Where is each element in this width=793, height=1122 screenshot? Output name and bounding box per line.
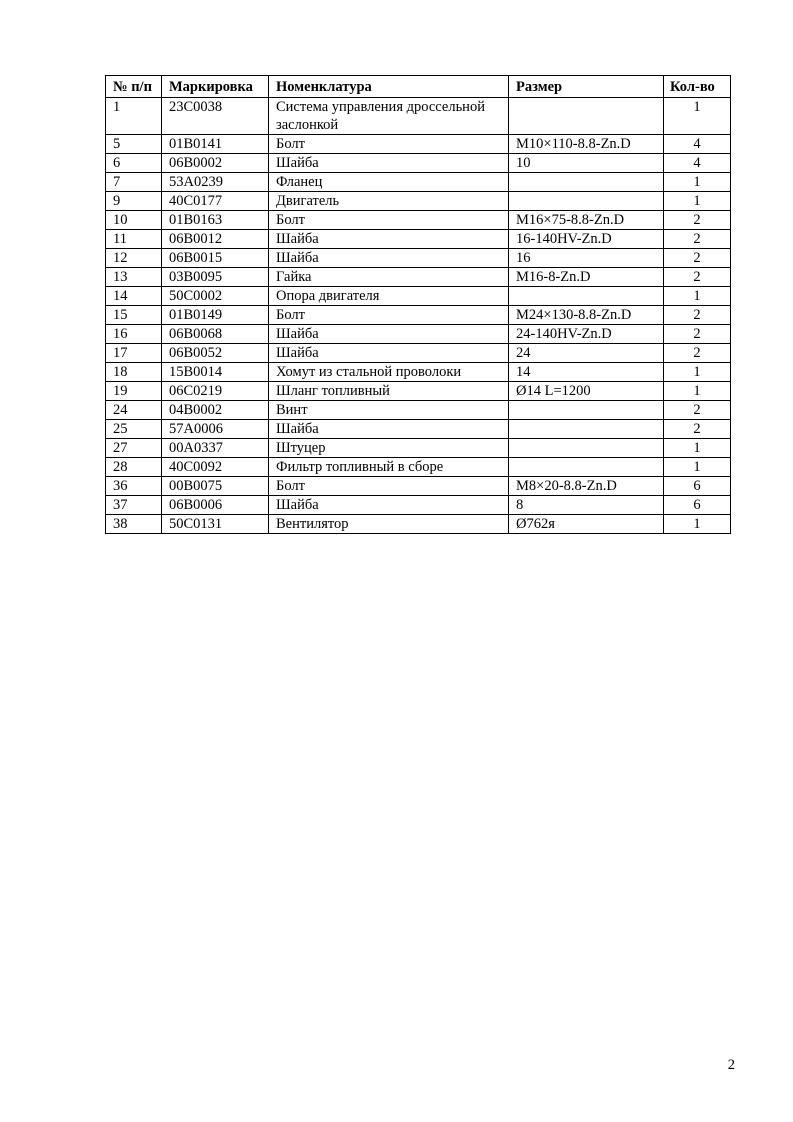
cell-marking: 40C0177 xyxy=(162,192,269,211)
cell-qty: 2 xyxy=(664,306,731,325)
cell-num: 36 xyxy=(106,477,162,496)
cell-marking: 06C0219 xyxy=(162,382,269,401)
cell-marking: 04B0002 xyxy=(162,401,269,420)
table-row xyxy=(106,230,731,249)
cell-size xyxy=(509,458,664,477)
cell-num: 10 xyxy=(106,211,162,230)
cell-num: 24 xyxy=(106,401,162,420)
cell-marking: 00A0337 xyxy=(162,439,269,458)
cell-size xyxy=(509,401,664,420)
cell-qty: 1 xyxy=(664,173,731,192)
cell-nomenclature: Шланг топливный xyxy=(269,382,509,401)
cell-qty: 1 xyxy=(664,458,731,477)
cell-size: 16-140HV-Zn.D xyxy=(509,230,664,249)
table-row xyxy=(106,515,731,534)
table-row xyxy=(106,439,731,458)
cell-nomenclature: Фильтр топливный в сборе xyxy=(269,458,509,477)
cell-num: 15 xyxy=(106,306,162,325)
cell-num: 19 xyxy=(106,382,162,401)
cell-size: M8×20-8.8-Zn.D xyxy=(509,477,664,496)
header-size: Размер xyxy=(509,76,664,98)
cell-qty: 1 xyxy=(664,287,731,306)
cell-num: 13 xyxy=(106,268,162,287)
cell-nomenclature: Шайба xyxy=(269,230,509,249)
cell-marking: 03B0095 xyxy=(162,268,269,287)
cell-marking: 50C0002 xyxy=(162,287,269,306)
cell-nomenclature: Опора двигателя xyxy=(269,287,509,306)
cell-nomenclature: Болт xyxy=(269,211,509,230)
cell-qty: 2 xyxy=(664,230,731,249)
cell-qty: 2 xyxy=(664,420,731,439)
table-row xyxy=(106,401,731,420)
cell-marking: 06B0002 xyxy=(162,154,269,173)
cell-marking: 01B0141 xyxy=(162,135,269,154)
cell-marking: 01B0149 xyxy=(162,306,269,325)
table-row xyxy=(106,287,731,306)
cell-qty: 2 xyxy=(664,211,731,230)
cell-size: 24-140HV-Zn.D xyxy=(509,325,664,344)
table-row xyxy=(106,458,731,477)
cell-nomenclature: Двигатель xyxy=(269,192,509,211)
table-row xyxy=(106,496,731,515)
cell-nomenclature: Винт xyxy=(269,401,509,420)
table-row xyxy=(106,306,731,325)
cell-nomenclature: Болт xyxy=(269,477,509,496)
cell-size: M24×130-8.8-Zn.D xyxy=(509,306,664,325)
cell-nomenclature: Шайба xyxy=(269,344,509,363)
cell-num: 37 xyxy=(106,496,162,515)
cell-qty: 6 xyxy=(664,477,731,496)
cell-num: 28 xyxy=(106,458,162,477)
cell-qty: 4 xyxy=(664,135,731,154)
cell-size xyxy=(509,420,664,439)
cell-qty: 2 xyxy=(664,268,731,287)
table-row xyxy=(106,98,731,135)
table-header-row xyxy=(106,76,731,98)
table-row xyxy=(106,325,731,344)
table-row xyxy=(106,173,731,192)
cell-nomenclature: Штуцер xyxy=(269,439,509,458)
cell-size xyxy=(509,98,664,135)
cell-num: 25 xyxy=(106,420,162,439)
parts-table xyxy=(105,75,731,534)
cell-nomenclature: Шайба xyxy=(269,420,509,439)
cell-qty: 4 xyxy=(664,154,731,173)
cell-nomenclature: Шайба xyxy=(269,325,509,344)
cell-qty: 1 xyxy=(664,98,731,135)
cell-nomenclature: Гайка xyxy=(269,268,509,287)
page-number: 2 xyxy=(727,1057,735,1073)
table-row xyxy=(106,154,731,173)
cell-qty: 6 xyxy=(664,496,731,515)
cell-size: Ø762я xyxy=(509,515,664,534)
cell-size: 16 xyxy=(509,249,664,268)
cell-marking: 40C0092 xyxy=(162,458,269,477)
cell-nomenclature: Болт xyxy=(269,135,509,154)
table-row xyxy=(106,192,731,211)
table-body xyxy=(106,98,731,534)
cell-nomenclature: Фланец xyxy=(269,173,509,192)
cell-size: 14 xyxy=(509,363,664,382)
cell-qty: 1 xyxy=(664,382,731,401)
table-row xyxy=(106,268,731,287)
table-row xyxy=(106,363,731,382)
table-row xyxy=(106,420,731,439)
cell-marking: 15B0014 xyxy=(162,363,269,382)
cell-size: M16×75-8.8-Zn.D xyxy=(509,211,664,230)
cell-size: Ø14 L=1200 xyxy=(509,382,664,401)
cell-num: 12 xyxy=(106,249,162,268)
cell-num: 9 xyxy=(106,192,162,211)
cell-marking: 06B0015 xyxy=(162,249,269,268)
table-row xyxy=(106,249,731,268)
table-row xyxy=(106,382,731,401)
cell-marking: 06B0068 xyxy=(162,325,269,344)
cell-qty: 1 xyxy=(664,192,731,211)
cell-nomenclature: Вентилятор xyxy=(269,515,509,534)
cell-nomenclature: Шайба xyxy=(269,249,509,268)
cell-num: 1 xyxy=(106,98,162,135)
cell-num: 27 xyxy=(106,439,162,458)
cell-size: 8 xyxy=(509,496,664,515)
cell-size: 10 xyxy=(509,154,664,173)
table-row xyxy=(106,344,731,363)
cell-nomenclature: Болт xyxy=(269,306,509,325)
cell-marking: 01B0163 xyxy=(162,211,269,230)
cell-qty: 1 xyxy=(664,515,731,534)
cell-marking: 53A0239 xyxy=(162,173,269,192)
cell-size xyxy=(509,439,664,458)
cell-size: M16-8-Zn.D xyxy=(509,268,664,287)
cell-nomenclature: Система управления дроссельной заслонкой xyxy=(269,98,509,135)
cell-qty: 1 xyxy=(664,363,731,382)
cell-marking: 57A0006 xyxy=(162,420,269,439)
table-row xyxy=(106,135,731,154)
header-nomenclature: Номенклатура xyxy=(269,76,509,98)
cell-size: 24 xyxy=(509,344,664,363)
cell-num: 11 xyxy=(106,230,162,249)
cell-size xyxy=(509,173,664,192)
cell-nomenclature: Шайба xyxy=(269,154,509,173)
cell-qty: 2 xyxy=(664,325,731,344)
cell-size: M10×110-8.8-Zn.D xyxy=(509,135,664,154)
cell-nomenclature: Хомут из стальной проволоки xyxy=(269,363,509,382)
table-row xyxy=(106,211,731,230)
cell-num: 6 xyxy=(106,154,162,173)
cell-qty: 1 xyxy=(664,439,731,458)
cell-size xyxy=(509,192,664,211)
cell-nomenclature: Шайба xyxy=(269,496,509,515)
cell-qty: 2 xyxy=(664,401,731,420)
table-row xyxy=(106,477,731,496)
cell-marking: 06B0052 xyxy=(162,344,269,363)
cell-marking: 06B0006 xyxy=(162,496,269,515)
cell-size xyxy=(509,287,664,306)
header-marking: Маркировка xyxy=(162,76,269,98)
cell-num: 5 xyxy=(106,135,162,154)
cell-marking: 23C0038 xyxy=(162,98,269,135)
cell-num: 16 xyxy=(106,325,162,344)
header-num: № п/п xyxy=(106,76,162,98)
cell-marking: 06B0012 xyxy=(162,230,269,249)
cell-num: 38 xyxy=(106,515,162,534)
cell-num: 17 xyxy=(106,344,162,363)
cell-marking: 00B0075 xyxy=(162,477,269,496)
header-qty: Кол-во xyxy=(664,76,731,98)
cell-qty: 2 xyxy=(664,344,731,363)
cell-num: 7 xyxy=(106,173,162,192)
cell-marking: 50C0131 xyxy=(162,515,269,534)
cell-qty: 2 xyxy=(664,249,731,268)
cell-num: 18 xyxy=(106,363,162,382)
cell-num: 14 xyxy=(106,287,162,306)
